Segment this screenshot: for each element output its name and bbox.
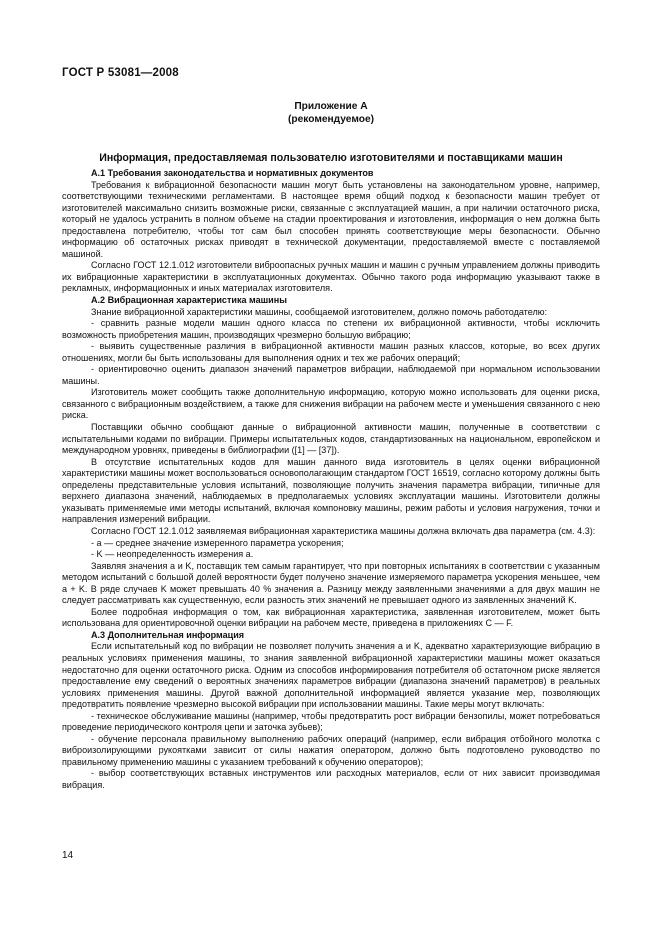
list-item: - обучение персонала правильному выполнению рабочих операций (например, если вибрация отбойного молотка с виброизолирующими рукоятками зависит от силы нажатия оператором, должно быть подготовлено руководство по правильному применению машины с указанием требований к обучению операторов); — [62, 733, 600, 767]
list-item: - сравнить разные модели машин одного класса по степени их вибрационной активности, чтобы исключить возможность приобретения машин, производящих чрезмерно большую вибрацию; — [62, 318, 600, 340]
page-number: 14 — [62, 850, 74, 861]
paragraph: Более подробная информация о том, как вибрационная характеристика, заявленная изготовителем, может быть использована для ориентировочной оценки вибрации на рабочем месте, приведена в приложениях С — F. — [62, 606, 600, 629]
document-title: Информация, предоставляемая пользователю изготовителями и поставщиками машин — [99, 152, 563, 164]
list-item: - выбор соответствующих вставных инструментов или расходных материалов, если от них зависит производимая вибрация. — [62, 768, 600, 790]
list-item: - выявить существенные различия в вибрационной активности машин разных классов, которые, во всех других отношениях, могли бы быть использованы для выполнения одних и тех же рабочих операций; — [62, 341, 600, 363]
standard-header: ГОСТ Р 53081—2008 — [62, 67, 179, 79]
paragraph: Согласно ГОСТ 12.1.012 заявляемая вибрационная характеристика машины должна включать два параметра (см. 4.3): — [91, 525, 596, 536]
appendix-subtitle: (рекомендуемое) — [287, 114, 375, 125]
list-item: - ориентировочно оценить диапазон значений параметров вибрации, наблюдаемой при нормальном использовании машины. — [62, 364, 600, 386]
paragraph: Если испытательный код по вибрации не позволяет получить значения a и K, адекватно характеризующие вибрацию в реальных условиях применения машины, то знания заявленной вибрационной характеристики машины может оказаться недостаточно для оценки остаточного риска. Одним из способов информирования потребителя об остаточном риске является предоставление ему сведений о вероятных значениях параметров вибрации (диапазона значений параметров) в реальных условиях применения машины. Другой важной дополнительной информацией является указание мер, позволяющих предотвратить появление чрезмерно высокой вибрации при использовании машины. Такие меры могут включать: — [62, 641, 600, 710]
paragraph: Поставщики обычно сообщают данные о вибрационной активности машин, полученные в соответствии с испытательными кодами по вибрации. Примеры испытательных кодов, стандартизованных на национальном, европейском и международном уровнях, приведены в библиографии ([1] — [37]). — [62, 422, 600, 456]
list-item: - техническое обслуживание машины (например, чтобы предотвратить рост вибрации бензопилы, может потребоваться проведение периодического контроля цепи и заточка зубьев); — [62, 710, 600, 733]
section-heading: А.3 Дополнительная информация — [91, 629, 245, 640]
appendix-title: Приложение А — [294, 101, 368, 112]
paragraph: Требования к вибрационной безопасности машин могут быть установлены на законодательном уровне, например, соответствующими техническими регламентами. В настоящее время общий подход к безопасности машин требует от изготовителей максимально снизить возможные риски, связанные с эксплуатацией машин, а при наличии остаточного риска, который не удалось устранить в полном объеме на стадии проектирования и изготовления, информация о нем должна быть предоставлена потребителю, чтобы тот сам был способен принять соответствующие меры безопасности. Обычно информацию об остаточных рисках приводят в технической документации, предоставляемой вместе с поставляемой машиной. — [62, 179, 600, 259]
document-body — [62, 168, 600, 792]
paragraph: Изготовитель может сообщить также дополнительную информацию, которую можно использовать для оценки риска, связанного с вибрационным воздействием, а также для снижения вибрации на рабочем месте и уменьшения связанного с нею риска. — [62, 387, 600, 421]
paragraph: Знание вибрационной характеристики машины, сообщаемой изготовителем, должно помочь работодателю: — [91, 306, 548, 317]
section-heading: А.2 Вибрационная характеристика машины — [91, 295, 287, 306]
list-item: - K — неопределенность измерения a. — [91, 549, 254, 560]
paragraph: В отсутствие испытательных кодов для машин данного вида изготовитель в целях оценки вибрационной характеристики машины может воспользоваться основополагающим стандартом ГОСТ 16519, согласно которому должны быть определены представительные условия испытаний, позволяющие получить значения параметра вибрации, типичные для верхнего диапазона значений, наблюдаемых в предполагаемых условиях эксплуатации машины. Изготовители должны указывать применяемые ими методы испытаний, включая компоновку машины, режим работы и условия нагружения, точки и направления измерений вибрации. — [62, 456, 600, 525]
paragraph: Заявляя значения a и K, поставщик тем самым гарантирует, что при повторных испытаниях в соответствии с указанным методом испытаний с большой долей вероятности будет получено значение измеряемого параметра ускорения меньшее, чем a + K. В ряде случаев K может превышать 40 % значения a. Разницу между заявленными значениями a для двух машин не следует рассматривать как существенную, если разность этих значений не превышает одного из заявленных значений K. — [62, 560, 600, 606]
section-heading: А.1 Требования законодательства и нормативных документов — [91, 168, 374, 178]
paragraph: Согласно ГОСТ 12.1.012 изготовители виброопасных ручных машин и машин с ручным управлением должны приводить их вибрационные характеристики в эксплуатационных документах. Обычно такого рода информацию указывают также в рекламных, информационных и иных материалах изготовителя. — [62, 260, 600, 294]
list-item: - a — среднее значение измеренного параметра ускорения; — [91, 537, 344, 548]
